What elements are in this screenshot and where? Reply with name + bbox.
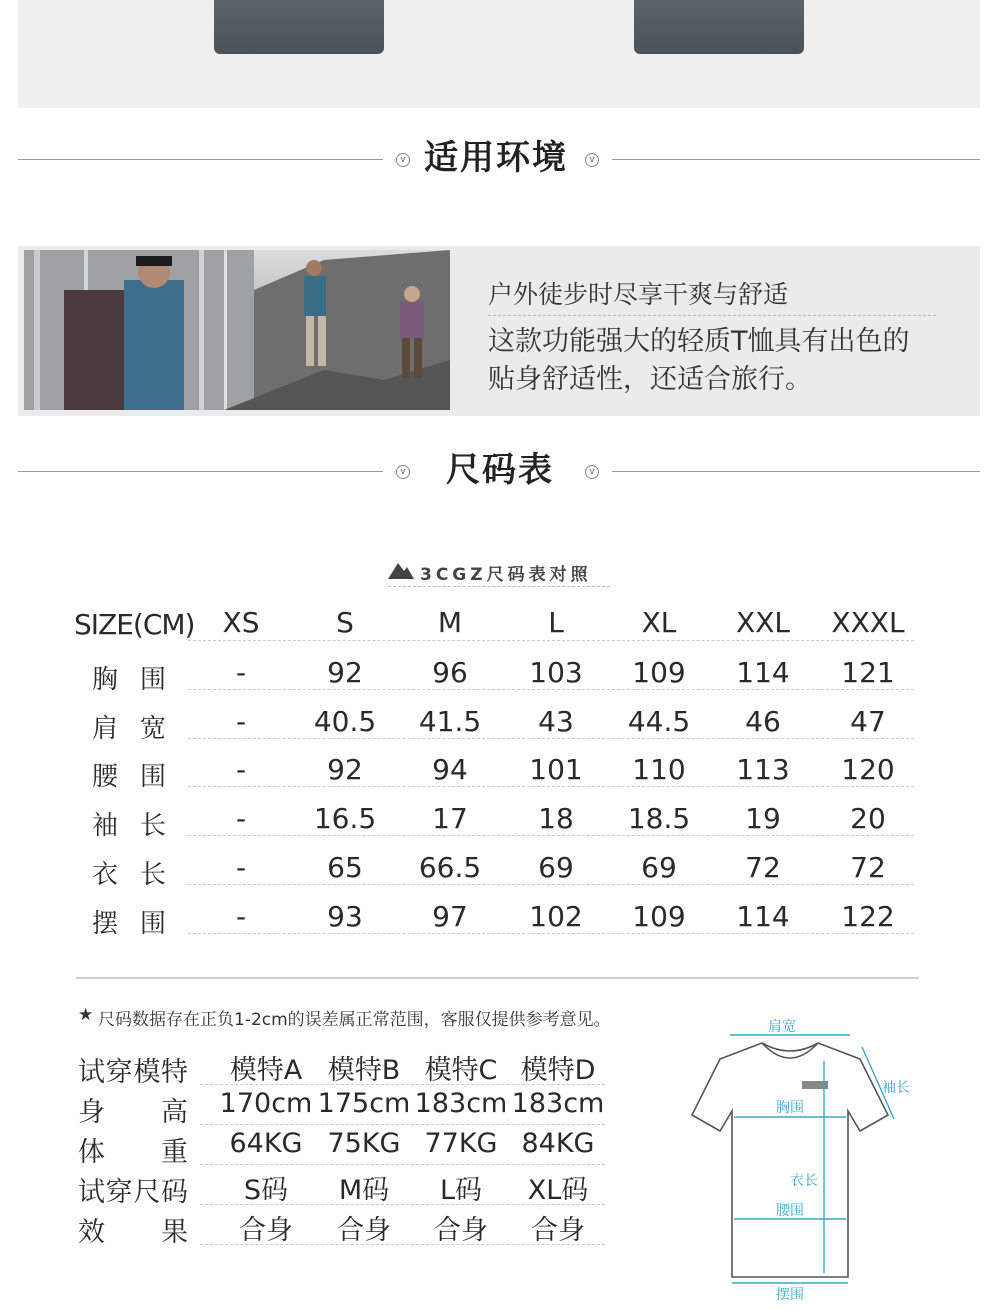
- size-cell: 16.5: [313, 802, 377, 836]
- size-header-cell: M: [437, 606, 463, 639]
- model-cell: 77KG: [424, 1128, 498, 1159]
- size-cell: 92: [327, 656, 363, 689]
- section-divider-left: [18, 471, 383, 472]
- size-cell: 109: [632, 899, 686, 933]
- size-cell: 101: [529, 753, 583, 787]
- size-cell: 47: [850, 704, 886, 738]
- environment-headline: 户外徒步时尽享干爽与舒适: [488, 280, 789, 309]
- size-cell: 103: [529, 656, 583, 689]
- size-header-cell: XXXL: [831, 606, 905, 639]
- size-cell: 72: [745, 850, 781, 884]
- table-row-line: [200, 1084, 605, 1085]
- size-cell: 113: [736, 753, 790, 787]
- table-row-line: [188, 689, 914, 690]
- diagram-label-hem: 摆围: [776, 1287, 804, 1303]
- table-row-line: [188, 884, 914, 885]
- size-cell: 43: [538, 704, 574, 738]
- size-header-cell: XS: [222, 606, 260, 639]
- model-cell: 合身: [337, 1215, 391, 1246]
- size-cell: 19: [745, 802, 781, 836]
- size-cell: 121: [841, 656, 895, 689]
- size-cell: 69: [538, 850, 574, 884]
- size-cell: 17: [432, 802, 468, 836]
- model-cell: 75KG: [327, 1128, 401, 1159]
- table-row-line: [200, 1204, 605, 1205]
- model-cell: 84KG: [521, 1128, 595, 1159]
- size-cell: 94: [432, 753, 468, 787]
- size-header-cell: XXL: [736, 606, 790, 639]
- section-separator: [76, 977, 919, 979]
- size-cell: 114: [736, 899, 790, 933]
- table-row-line: [188, 786, 914, 787]
- section-divider-left: [18, 159, 383, 160]
- size-cell: 92: [327, 753, 363, 787]
- section-divider-right: [612, 471, 980, 472]
- size-header-label: SIZE(CM): [74, 608, 195, 641]
- model-row-label: 体 重: [78, 1137, 188, 1168]
- size-cell: 18.5: [627, 802, 691, 836]
- model-row-label: 身 高: [78, 1097, 188, 1128]
- table-row-line: [200, 1164, 605, 1165]
- chevron-down-icon: v: [396, 153, 410, 167]
- shirt-bottom-image-right: [634, 0, 804, 54]
- model-cell: 合身: [434, 1215, 488, 1246]
- diagram-label-sleeve: 袖长: [882, 1080, 910, 1096]
- model-cell: 模特C: [424, 1055, 498, 1086]
- chevron-down-icon: v: [585, 153, 599, 167]
- outdoor-lifestyle-photo: [24, 250, 450, 410]
- size-cell: 41.5: [418, 704, 482, 738]
- model-row-label: 效 果: [78, 1217, 188, 1248]
- table-row-line: [200, 1244, 605, 1245]
- model-cell: 合身: [239, 1215, 293, 1246]
- size-cell: 96: [432, 656, 468, 689]
- chevron-down-icon: v: [396, 465, 410, 479]
- table-row-line: [200, 1124, 605, 1125]
- size-chart-subtitle: 3CGZ尺码表对照: [420, 565, 592, 585]
- product-image-strip: [18, 0, 980, 108]
- size-header-cell: L: [548, 606, 564, 639]
- model-cell: 170cm: [219, 1088, 313, 1119]
- size-cell: 40.5: [313, 704, 377, 738]
- diagram-label-waist: 腰围: [776, 1203, 804, 1219]
- star-icon: ★: [78, 1005, 94, 1025]
- size-row-label: 肩宽: [92, 713, 189, 744]
- section-title-size-chart: 尺码表: [446, 450, 554, 490]
- diagram-label-shoulder: 肩宽: [768, 1019, 796, 1035]
- size-cell: -: [235, 802, 247, 836]
- tshirt-measurement-diagram: [690, 1015, 930, 1305]
- size-cell: 110: [632, 753, 686, 787]
- size-cell: 102: [529, 899, 583, 933]
- model-cell: 模特B: [327, 1055, 401, 1086]
- size-row-label: 摆围: [92, 908, 189, 939]
- chevron-down-icon: v: [585, 465, 599, 479]
- model-cell: 模特A: [229, 1055, 303, 1086]
- size-cell: -: [235, 899, 247, 933]
- size-row-label: 袖长: [92, 811, 189, 842]
- size-header-cell: XL: [641, 606, 677, 639]
- model-cell: L码: [439, 1175, 483, 1206]
- environment-divider: [488, 315, 936, 316]
- environment-description-line1: 这款功能强大的轻质T恤具有出色的: [488, 326, 910, 357]
- model-cell: 175cm: [317, 1088, 411, 1119]
- size-cell: 97: [432, 899, 468, 933]
- table-row-line: [188, 640, 914, 641]
- section-title-environment: 适用环境: [424, 138, 568, 178]
- size-cell: -: [235, 704, 247, 738]
- size-cell: 66.5: [418, 850, 482, 884]
- model-cell: 64KG: [229, 1128, 303, 1159]
- size-cell: 20: [850, 802, 886, 836]
- size-cell: 44.5: [627, 704, 691, 738]
- size-cell: 114: [736, 656, 790, 689]
- table-row-line: [188, 933, 914, 934]
- model-row-label: 试穿模特: [78, 1057, 188, 1088]
- table-row-line: [188, 835, 914, 836]
- size-row-label: 腰围: [92, 762, 189, 793]
- size-header-cell: S: [336, 606, 354, 639]
- shirt-bottom-image-left: [214, 0, 384, 54]
- size-cell: -: [235, 850, 247, 884]
- model-cell: S码: [243, 1175, 289, 1206]
- size-cell: 72: [850, 850, 886, 884]
- size-cell: 69: [641, 850, 677, 884]
- model-cell: 模特D: [520, 1055, 596, 1086]
- subtitle-underline: [388, 586, 610, 587]
- diagram-label-chest: 胸围: [776, 1100, 804, 1116]
- model-cell: 183cm: [414, 1088, 508, 1119]
- model-cell: 合身: [531, 1215, 585, 1246]
- size-disclaimer-note: 尺码数据存在正负1-2cm的误差属正常范围，客服仅提供参考意见。: [98, 1010, 611, 1030]
- size-cell: 109: [632, 656, 686, 689]
- size-cell: 18: [538, 802, 574, 836]
- table-row-line: [188, 738, 914, 739]
- model-row-label: 试穿尺码: [78, 1177, 188, 1208]
- size-row-label: 胸围: [92, 665, 189, 695]
- section-divider-right: [612, 159, 980, 160]
- size-cell: 122: [841, 899, 895, 933]
- size-cell: -: [235, 753, 247, 787]
- size-cell: -: [235, 656, 247, 689]
- size-cell: 65: [327, 850, 363, 884]
- model-cell: M码: [338, 1175, 390, 1206]
- size-cell: 46: [745, 704, 781, 738]
- model-cell: XL码: [527, 1175, 589, 1206]
- size-row-label: 衣长: [92, 859, 189, 890]
- mountain-logo-icon: [388, 561, 414, 583]
- environment-description-line2: 贴身舒适性，还适合旅行。: [488, 364, 812, 395]
- model-cell: 183cm: [511, 1088, 605, 1119]
- size-cell: 120: [841, 753, 895, 787]
- size-cell: 93: [327, 899, 363, 933]
- diagram-label-length: 衣长: [790, 1173, 818, 1189]
